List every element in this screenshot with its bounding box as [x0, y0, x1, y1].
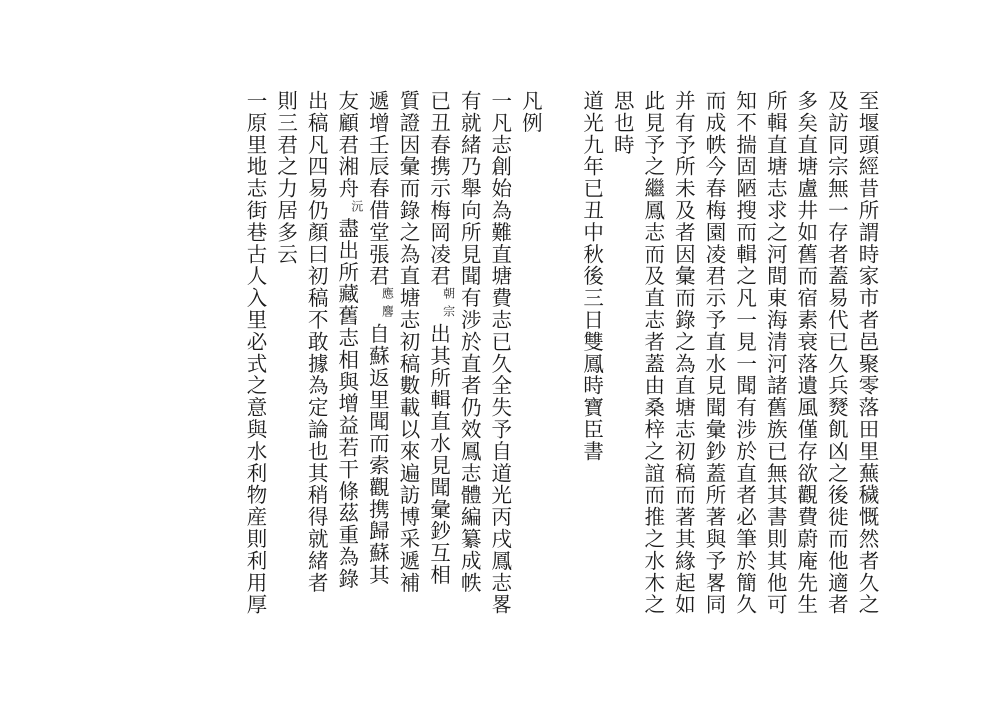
text-column	[330, 90, 364, 590]
text-segment: 并有予所未及者因彙而錄之為直塘志初稿而著其緣起如	[671, 90, 696, 616]
text-column	[728, 90, 762, 616]
text-segment: 則三君之力居多云	[273, 90, 298, 266]
text-column	[666, 90, 700, 616]
text-column	[513, 90, 547, 134]
text-column	[819, 90, 853, 616]
text-column	[360, 90, 394, 586]
text-segment: 自蘇返里聞而索觀携歸蘇其	[365, 323, 390, 586]
text-segment: 多矣直塘盧井如舊而宿素衰落遺風僅存欲觀費蔚庵先生	[793, 90, 818, 616]
text-segment: 一原里地志街巷古人入里必式之意與水利物産則利用厚	[243, 90, 267, 616]
text-segment: 知不揣固陋搜而輯之凡一見一聞有涉於直者必筆於簡久	[732, 90, 757, 616]
text-segment: 已丑春携示梅岡凌君	[426, 90, 451, 288]
text-column	[697, 90, 731, 616]
text-segment: 遞增壬辰春借堂張君	[365, 90, 390, 288]
text-segment: 所輯直塘志求之河間東海清河諸舊族已無其書則其他可	[763, 90, 788, 616]
text-segment: 有就緒乃舉向所見聞有涉於直者仍效鳳志體編纂成帙	[457, 90, 482, 594]
text-column	[452, 90, 486, 594]
text-segment: 至堰頭經昔所謂時家市者邑聚零落田里蕪穢慨然者久之	[855, 90, 879, 616]
text-column	[269, 90, 303, 265]
text-segment: 及訪同宗無一存者蓋易代已久兵燹飢凶之後徙而他適者	[824, 90, 849, 616]
text-column	[299, 90, 333, 594]
text-segment: 一凡志創始為難直塘費志已久全失予自道光丙戌鳳志畧	[487, 90, 512, 616]
text-segment: 出稿凡四易仍顏曰初稿不敢據為定論也其稍得就緒者	[304, 90, 329, 594]
text-segment: 此見予之繼鳳志而及直志者蓋由桑梓之誼而推之水木之	[640, 90, 665, 616]
text-column	[850, 90, 884, 616]
interlinear-note: 沅	[349, 199, 364, 218]
text-column	[391, 90, 425, 594]
text-segment: 道光九年已丑中秋後三日雙鳳時寶臣書	[579, 90, 604, 463]
text-column	[605, 90, 639, 156]
interlinear-note: 朝宗	[441, 287, 456, 324]
text-column	[636, 90, 670, 616]
text-segment: 質證因彙而錄之為直塘志初稿數載以來遍訪博采遞補	[396, 90, 420, 594]
text-segment: 出其所輯直水見聞彙鈔互相	[426, 323, 451, 586]
text-column	[758, 90, 792, 616]
text-segment: 而成帙今春梅園凌君示予直水見聞彙鈔蓋所著與予畧同	[702, 90, 726, 616]
text-column	[789, 90, 823, 616]
text-column	[422, 90, 456, 586]
interlinear-note: 應麐	[380, 287, 395, 324]
text-column	[238, 90, 272, 616]
text-segment: 思也時	[610, 90, 635, 156]
text-segment: 友顧君湘舟	[334, 90, 359, 200]
text-segment: 凡例	[518, 90, 543, 134]
text-segment: 盡出所藏舊志相與增益若干條茲重為錄	[334, 217, 359, 590]
text-column	[483, 90, 517, 616]
text-column	[575, 90, 609, 462]
